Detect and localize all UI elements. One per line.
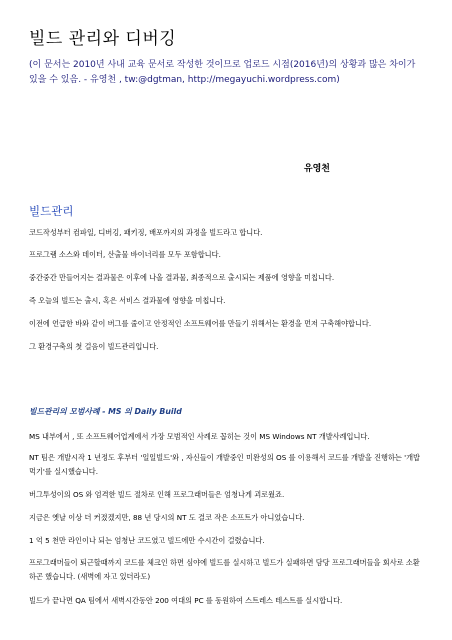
paragraph: 프로그래머들이 퇴근할때까지 코드를 체크인 하면 심야에 빌드를 실시하고 빌드가 실패하면 담당 프로그래머들을 회사로 소환하곤 했습니다. (새벽에 자고 있더라도): [29, 558, 420, 581]
section-heading-build-management: 빌드관리: [29, 204, 74, 218]
paragraph: 버그투성이의 OS 와 엄격한 빌드 절차로 인해 프로그래머들은 엄청나게 괴로웠죠.: [29, 490, 285, 499]
author-name: 유영천: [303, 164, 330, 174]
paragraph: 지금은 옛날 이상 더 커졌겠지만, 88 년 당시의 NT 도 결코 작은 소프트가 아니었습니다.: [29, 513, 305, 522]
document-title: 빌드 관리와 디버깅: [29, 29, 177, 49]
document-note: (이 문서는 2010년 사내 교육 문서로 작성한 것이므로 업로드 시점(2016년)의 상황과 많은 차이가 있을 수 있음. - 유영천 , tw:@dgtman, http://megayuchi.wordpress.com): [29, 60, 416, 85]
paragraph: 중간중간 만들어지는 결과물은 이후에 나올 결과물, 최종적으로 출시되는 제품에 영향을 미칩니다.: [29, 273, 335, 282]
paragraph: 1 억 5 천만 라인이나 되는 엄청난 코드였고 빌드에만 수시간이 걸렸습니다.: [29, 536, 265, 545]
paragraph: NT 팀은 개발시작 1 년정도 후부터 '일일빌드'와 , 자신들이 개발중인 미완성의 OS 를 이용해서 코드를 개발을 진행하는 '개밥먹기'를 실시했습니다.: [29, 453, 420, 476]
section-heading-daily-build: 빌드관리의 모범사례 - MS 의 Daily Build: [29, 407, 182, 416]
paragraph: 그 환경구축의 첫 걸음이 빌드관리입니다.: [29, 342, 159, 351]
paragraph: 이전에 언급한 바와 같이 버그를 줄이고 안정적인 소프트웨어를 만들기 위해서는 환경을 먼저 구축해야합니다.: [29, 319, 372, 328]
paragraph: 즉 오늘의 빌드는 출시, 혹은 서비스 결과물에 영향을 미칩니다.: [29, 296, 226, 305]
paragraph: 프로그램 소스와 데이터, 산출물 바이너리를 모두 포함합니다.: [29, 250, 221, 259]
paragraph: 빌드가 끝나면 QA 팀에서 새벽시간동안 200 여대의 PC 를 동원하여 스트레스 테스트를 실시합니다.: [29, 596, 343, 605]
paragraph: MS 내부에서 , 또 소프트웨어업계에서 가장 모범적인 사례로 꼽히는 것이 MS Windows NT 개발사례입니다.: [29, 432, 370, 441]
paragraph: 코드작성부터 컴파일, 디버깅, 패키징, 배포까지의 과정을 빌드라고 합니다.: [29, 228, 263, 237]
